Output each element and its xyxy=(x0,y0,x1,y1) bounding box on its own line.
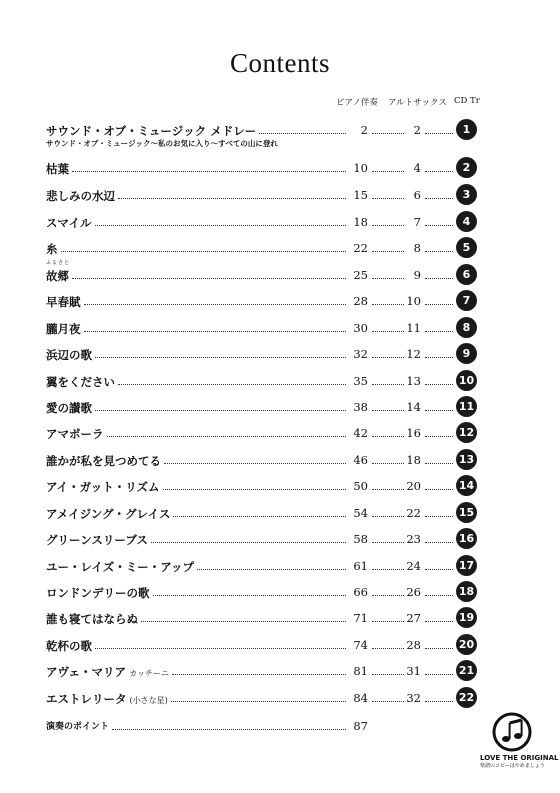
cd-track-badge: 22 xyxy=(456,687,477,708)
dot-leader xyxy=(425,133,453,134)
piano-page-number: 35 xyxy=(353,374,368,388)
sax-page-number: 4 xyxy=(413,161,421,175)
dot-leader xyxy=(172,674,346,675)
dot-leader xyxy=(163,489,346,490)
page-title: Contents xyxy=(229,48,330,78)
entry-title xyxy=(46,188,115,204)
entry-title xyxy=(46,453,161,469)
entry-title xyxy=(46,241,58,257)
contents-entry xyxy=(46,582,486,608)
column-header-piano: ピアノ伴奏 xyxy=(336,98,378,108)
dot-leader xyxy=(61,251,347,252)
entry-title xyxy=(46,123,256,139)
piano-page-number: 58 xyxy=(353,532,368,546)
sax-page-number: 16 xyxy=(406,426,421,440)
dot-leader xyxy=(425,621,453,622)
dot-leader xyxy=(425,674,453,675)
dot-leader xyxy=(425,331,453,332)
entry-title xyxy=(46,585,150,601)
cd-track-badge: 6 xyxy=(456,264,477,285)
entry-title xyxy=(46,664,169,680)
entry-title-text: 誰かが私を見つめてる xyxy=(46,454,161,468)
entry-title xyxy=(46,294,81,310)
dot-leader xyxy=(141,621,346,622)
contents-entry xyxy=(46,120,486,146)
cd-track-badge: 18 xyxy=(456,581,477,602)
sax-page-number: 23 xyxy=(406,532,421,546)
dot-leader xyxy=(95,225,346,226)
entry-title xyxy=(46,559,194,575)
dot-leader xyxy=(425,304,453,305)
dot-leader xyxy=(72,171,346,172)
piano-page-number: 42 xyxy=(353,426,368,440)
sax-page-number: 31 xyxy=(406,664,421,678)
dot-leader xyxy=(425,198,453,199)
dot-leader xyxy=(84,331,347,332)
dot-leader xyxy=(425,278,453,279)
logo-text: LOVE THE ORIGINAL xyxy=(480,754,559,762)
cd-track-badge: 3 xyxy=(456,184,477,205)
dot-leader xyxy=(118,198,346,199)
dot-leader xyxy=(197,569,346,570)
entry-title-text: アマポーラ xyxy=(46,427,104,441)
sax-page-number: 13 xyxy=(406,374,421,388)
contents-entry xyxy=(46,608,486,634)
piano-page-number: 84 xyxy=(353,691,368,705)
dot-leader xyxy=(425,489,453,490)
entry-title-text: 誰も寝てはならぬ xyxy=(46,612,138,626)
piano-page-number: 32 xyxy=(353,347,368,361)
music-note-logo-icon xyxy=(492,712,532,752)
piano-page-number: 61 xyxy=(353,559,368,573)
dot-leader xyxy=(153,595,347,596)
dot-leader xyxy=(95,357,346,358)
sax-page-number: 28 xyxy=(406,638,421,652)
contents-entry xyxy=(46,661,486,687)
piano-page-number: 71 xyxy=(353,611,368,625)
entry-title xyxy=(46,426,104,442)
sax-page-number: 7 xyxy=(413,215,421,229)
piano-page-number: 81 xyxy=(353,664,368,678)
sax-page-number: 8 xyxy=(413,241,421,255)
entry-title-text: 糸 xyxy=(46,242,58,256)
sax-page-number: 20 xyxy=(406,479,421,493)
sax-page-number: 32 xyxy=(406,691,421,705)
contents-entry xyxy=(46,318,486,344)
entry-title-text: 故郷 xyxy=(46,269,69,283)
cd-track-badge: 5 xyxy=(456,237,477,258)
cd-track-badge: 17 xyxy=(456,555,477,576)
sax-page-number: 12 xyxy=(406,347,421,361)
dot-leader xyxy=(171,701,346,702)
logo-subtext: 楽譜のコピーはやめましょう xyxy=(480,763,545,769)
contents-entry xyxy=(46,450,486,476)
cd-track-badge: 1 xyxy=(456,119,477,140)
entry-title-text: 愛の讃歌 xyxy=(46,401,92,415)
cd-track-badge: 14 xyxy=(456,475,477,496)
entry-title-text: 朧月夜 xyxy=(46,322,81,336)
piano-page-number: 10 xyxy=(353,161,368,175)
entry-title-text: サウンド・オブ・ミュージック メドレー xyxy=(46,124,257,138)
entry-title xyxy=(46,161,69,177)
entry-title xyxy=(46,215,92,231)
contents-entry xyxy=(46,344,486,370)
entry-title-text: 浜辺の歌 xyxy=(46,348,92,362)
contents-entry xyxy=(46,185,486,211)
contents-entry xyxy=(46,371,486,397)
contents-entry xyxy=(46,238,486,264)
piano-page-number: 54 xyxy=(353,506,368,520)
contents-entry xyxy=(46,503,486,529)
cd-track-badge: 15 xyxy=(456,502,477,523)
dot-leader xyxy=(425,701,453,702)
contents-entry xyxy=(46,291,486,317)
entry-title xyxy=(46,479,160,495)
dot-leader xyxy=(259,133,346,134)
entry-title-text: ユー・レイズ・ミー・アップ xyxy=(46,560,195,574)
contents-entry xyxy=(46,556,486,582)
piano-page-number: 87 xyxy=(353,719,368,733)
cd-track-badge: 11 xyxy=(456,396,477,417)
entry-title-text: 枯葉 xyxy=(46,162,69,176)
dot-leader xyxy=(425,225,453,226)
sax-page-number: 10 xyxy=(406,294,421,308)
piano-page-number: 28 xyxy=(353,294,368,308)
dot-leader xyxy=(173,516,346,517)
entry-title-text: アメイジング・グレイス xyxy=(46,507,171,521)
contents-entry xyxy=(46,260,486,291)
dot-leader xyxy=(425,516,453,517)
sax-page-number: 11 xyxy=(406,321,421,335)
entry-title-text: エストレリータ xyxy=(46,692,127,706)
entry-title-note: カッチーニ xyxy=(129,669,169,678)
entry-title xyxy=(46,611,138,627)
contents-entry xyxy=(46,688,486,714)
contents-entry xyxy=(46,423,486,449)
dot-leader xyxy=(164,463,346,464)
piano-page-number: 2 xyxy=(360,123,368,137)
entry-title-text: ロンドンデリーの歌 xyxy=(46,586,150,600)
dot-leader xyxy=(425,357,453,358)
sax-page-number: 27 xyxy=(406,611,421,625)
cd-track-badge: 19 xyxy=(456,607,477,628)
dot-leader xyxy=(84,304,347,305)
entry-title xyxy=(46,268,69,284)
entry-title-text: アイ・ガット・リズム xyxy=(46,480,160,494)
entry-title xyxy=(46,374,115,390)
entry-title-note: (小さな星) xyxy=(129,696,168,705)
entry-title-text: アヴェ・マリア xyxy=(46,665,127,679)
cd-track-badge: 10 xyxy=(456,370,477,391)
piano-page-number: 50 xyxy=(353,479,368,493)
column-header-cd-track: CD Tr xyxy=(454,96,480,106)
dot-leader xyxy=(107,436,347,437)
entry-title xyxy=(46,347,92,363)
entry-title xyxy=(46,532,148,548)
entry-title-text: 演奏のポイント xyxy=(46,722,110,732)
piano-page-number: 66 xyxy=(353,585,368,599)
piano-page-number: 15 xyxy=(353,188,368,202)
sax-page-number: 14 xyxy=(406,400,421,414)
contents-entry xyxy=(46,476,486,502)
contents-entry xyxy=(46,716,486,742)
dot-leader xyxy=(425,410,453,411)
sax-page-number: 26 xyxy=(406,585,421,599)
piano-page-number: 30 xyxy=(353,321,368,335)
piano-page-number: 38 xyxy=(353,400,368,414)
sax-page-number: 9 xyxy=(413,268,421,282)
piano-page-number: 46 xyxy=(353,453,368,467)
cd-track-badge: 4 xyxy=(456,211,477,232)
contents-entry xyxy=(46,212,486,238)
dot-leader xyxy=(425,648,453,649)
cd-track-badge: 16 xyxy=(456,528,477,549)
cd-track-badge: 12 xyxy=(456,422,477,443)
piano-page-number: 18 xyxy=(353,215,368,229)
entry-title xyxy=(46,719,109,732)
dot-leader xyxy=(151,542,346,543)
entry-title-text: 悲しみの水辺 xyxy=(46,189,115,203)
entry-title xyxy=(46,691,168,707)
entry-subtitle: サウンド・オブ・ミュージック〜私のお気に入り〜すべての山に登れ xyxy=(46,139,278,148)
entry-title-text: 早春賦 xyxy=(46,295,81,309)
cd-track-badge: 21 xyxy=(456,660,477,681)
love-the-original-logo xyxy=(480,712,559,769)
entry-ruby: ふるさと xyxy=(46,260,71,266)
piano-page-number: 25 xyxy=(353,268,368,282)
contents-entry xyxy=(46,529,486,555)
cd-track-badge: 7 xyxy=(456,290,477,311)
entry-title-text: 乾杯の歌 xyxy=(46,639,92,653)
entry-title-text: 翼をください xyxy=(46,375,115,389)
dot-leader xyxy=(425,251,453,252)
entry-title-text: スマイル xyxy=(46,216,92,230)
dot-leader xyxy=(112,729,346,730)
cd-track-badge: 8 xyxy=(456,317,477,338)
cd-track-badge: 13 xyxy=(456,449,477,470)
cd-track-badge: 20 xyxy=(456,634,477,655)
column-header-sax: アルトサックス xyxy=(388,98,447,108)
dot-leader xyxy=(72,278,346,279)
dot-leader xyxy=(425,436,453,437)
dot-leader xyxy=(118,384,346,385)
cd-track-badge: 2 xyxy=(456,157,477,178)
cd-track-badge: 9 xyxy=(456,343,477,364)
sax-page-number: 2 xyxy=(413,123,421,137)
contents-entry xyxy=(46,158,486,184)
contents-entry xyxy=(46,397,486,423)
dot-leader xyxy=(95,410,346,411)
dot-leader xyxy=(425,463,453,464)
entry-title xyxy=(46,506,170,522)
sax-page-number: 18 xyxy=(406,453,421,467)
entry-title xyxy=(46,638,92,654)
piano-page-number: 74 xyxy=(353,638,368,652)
contents-entry xyxy=(46,635,486,661)
dot-leader xyxy=(425,384,453,385)
piano-page-number: 22 xyxy=(353,241,368,255)
dot-leader xyxy=(425,569,453,570)
sax-page-number: 22 xyxy=(406,506,421,520)
dot-leader xyxy=(425,595,453,596)
sax-page-number: 6 xyxy=(413,188,421,202)
dot-leader xyxy=(425,542,453,543)
entry-title xyxy=(46,400,92,416)
dot-leader xyxy=(425,171,453,172)
entry-title-text: グリーンスリーブス xyxy=(46,533,148,547)
dot-leader xyxy=(95,648,346,649)
sax-page-number: 24 xyxy=(406,559,421,573)
entry-title xyxy=(46,321,81,337)
